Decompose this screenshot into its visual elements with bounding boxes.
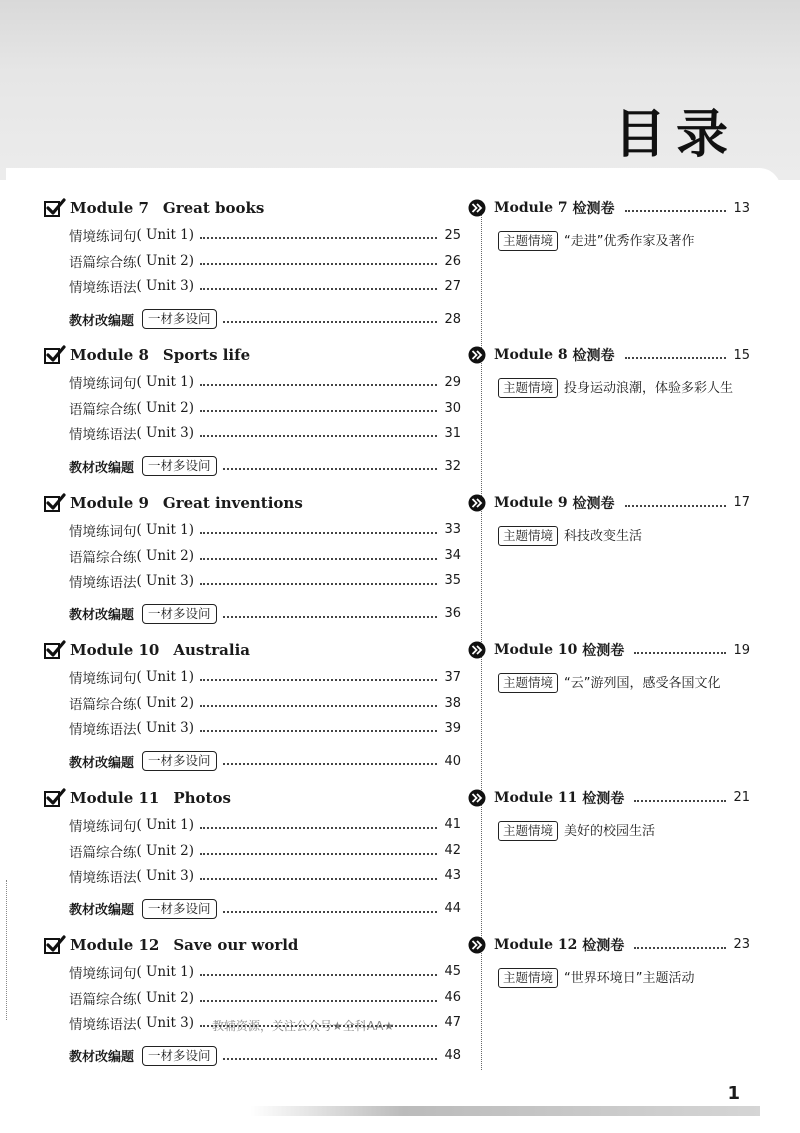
module-section [44,194,464,341]
dot-leader [200,237,437,239]
entry-page-number: 36 [444,606,461,622]
test-suffix: 检测卷 [572,495,615,512]
module-title: Australia [173,641,250,660]
module-heading[interactable] [44,639,250,661]
test-suffix: 检测卷 [572,348,615,365]
dot-leader [223,1058,437,1060]
toc-entry-adapt[interactable] [69,898,461,920]
entry-label: 情境练语法 [69,869,137,886]
entry-label: 教材改编题 [69,1050,135,1066]
theme-line [498,966,756,992]
test-module-name: Module 11 [494,789,578,806]
dot-leader [200,705,437,707]
toc-entry[interactable] [69,987,461,1009]
dot-leader [200,558,437,560]
module-number: Module 12 [70,935,160,954]
test-page-number: 21 [733,790,750,806]
checkbox-checked-icon [44,493,66,513]
test-heading[interactable] [468,344,750,366]
entry-label: 情境练词句 [69,229,137,245]
watermark-text: 教辅资源，关注公众号★全科AA★ [212,1019,395,1033]
double-arrow-icon [468,346,486,364]
adapt-tag: 一材多设问 [142,899,217,919]
entry-page-number: 41 [444,817,461,833]
entry-page-number: 42 [444,843,461,859]
dot-leader [200,384,437,386]
test-section [468,194,758,341]
dot-leader [200,853,437,855]
dot-leader [200,263,437,265]
module-number: Module 11 [70,788,160,807]
theme-tag: 主题情境 [498,821,558,841]
entry-unit: ( Unit 3) [136,867,195,884]
test-page-number: 13 [733,200,750,216]
dot-leader [223,763,437,765]
test-section [468,931,758,1078]
entry-unit: ( Unit 3) [136,278,195,294]
toc-entry[interactable] [69,545,461,567]
entry-page-number: 26 [444,253,461,269]
toc-entry[interactable] [69,961,461,983]
entry-label: 语篇综合练 [69,697,137,714]
entry-label: 教材改编题 [69,460,135,476]
toc-entry[interactable] [69,224,461,246]
entry-unit: ( Unit 2) [136,547,195,564]
entry-unit: ( Unit 3) [136,425,195,442]
entry-label: 教材改编题 [69,755,135,771]
entry-page-number: 31 [444,425,461,441]
double-arrow-icon [468,494,486,512]
double-arrow-icon [468,641,486,659]
theme-text: 投身运动浪潮，体验多彩人生 [564,381,734,397]
checkbox-checked-icon [44,640,66,660]
entry-label: 教材改编题 [69,903,135,919]
module-heading[interactable] [44,344,250,366]
toc-entry[interactable] [69,275,461,297]
theme-tag: 主题情境 [498,673,558,693]
theme-line [498,376,756,402]
entry-page-number: 48 [444,1048,461,1064]
entry-label: 语篇综合练 [69,991,137,1008]
module-section [44,489,464,636]
entry-label: 情境练词句 [69,671,137,688]
binding-edge-dots [6,880,7,1020]
page-number: 1 [727,1083,740,1104]
module-number: Module 10 [70,641,160,660]
test-suffix: 检测卷 [572,201,615,217]
test-page-number: 17 [733,495,750,511]
toc-entry-adapt[interactable] [69,308,461,330]
entry-unit: ( Unit 2) [136,253,195,269]
test-heading[interactable] [468,639,750,661]
entry-page-number: 35 [444,573,461,589]
entry-label: 语篇综合练 [69,402,137,419]
entry-unit: ( Unit 2) [136,695,195,712]
module-list [44,194,464,1078]
test-module-name: Module 9 [494,494,568,511]
entry-unit: ( Unit 2) [136,989,195,1006]
entry-unit: ( Unit 1) [136,669,195,686]
module-title: Save our world [173,935,299,954]
toc-entry[interactable] [69,422,461,444]
entry-label: 语篇综合练 [69,844,137,861]
checkbox-checked-icon [44,345,66,365]
dot-leader [200,583,437,585]
entry-label: 情境练语法 [69,722,137,739]
entry-page-number: 32 [444,458,461,474]
theme-text: “云”游列国，感受各国文化 [564,676,721,692]
entry-page-number: 39 [444,720,461,736]
dot-leader [625,210,726,212]
test-heading[interactable] [468,492,750,514]
entry-unit: ( Unit 1) [136,521,195,538]
entry-label: 情境练语法 [69,574,137,591]
theme-line [498,819,756,845]
module-heading[interactable] [44,787,231,809]
test-page-number: 19 [733,642,750,658]
dot-leader [200,288,437,290]
test-page-number: 15 [733,347,750,363]
dot-leader [200,878,437,880]
entry-unit: ( Unit 1) [136,963,195,980]
toc-entry[interactable] [69,519,461,541]
toc-entry-adapt[interactable] [69,455,461,477]
entry-page-number: 40 [444,753,461,769]
module-number: Module 7 [70,199,149,217]
theme-tag: 主题情境 [498,968,558,988]
entry-page-number: 47 [444,1015,461,1031]
dot-leader [200,679,437,681]
page-title: 目录 [613,105,738,165]
module-title: Sports life [162,346,251,365]
dot-leader [634,800,726,802]
test-section [468,341,758,488]
entry-page-number: 25 [444,227,461,243]
dot-leader [625,505,726,507]
entry-page-number: 38 [444,695,461,711]
entry-label: 情境练语法 [69,427,137,444]
entry-page-number: 45 [444,964,461,980]
entry-page-number: 30 [444,400,461,416]
entry-page-number: 27 [444,278,461,294]
entry-label: 情境练语法 [69,1016,137,1033]
adapt-tag: 一材多设问 [142,751,217,771]
module-number: Module 8 [70,346,149,365]
test-module-name: Module 12 [494,936,578,953]
test-heading[interactable] [468,787,750,809]
test-suffix: 检测卷 [582,643,625,660]
entry-label: 情境练语法 [69,280,137,296]
entry-label: 情境练词句 [69,965,137,982]
entry-page-number: 44 [444,901,461,917]
test-suffix: 检测卷 [582,790,625,807]
theme-tag: 主题情境 [498,378,558,398]
entry-page-number: 37 [444,669,461,685]
entry-label: 情境练词句 [69,376,137,393]
test-heading[interactable] [468,934,750,956]
dot-leader [200,532,437,534]
adapt-tag: 一材多设问 [142,309,217,329]
test-heading[interactable] [468,197,750,219]
toc-entry-adapt[interactable] [69,1045,461,1067]
theme-text: “世界环境日”主题活动 [564,970,695,986]
dot-leader [223,321,437,323]
theme-text: 美好的校园生活 [564,823,656,839]
dot-leader [200,974,437,976]
theme-line [498,524,756,550]
module-section [44,784,464,931]
checkbox-checked-icon [44,788,66,808]
toc-entry-adapt[interactable] [69,750,461,772]
test-section [468,636,758,783]
entry-page-number: 46 [444,990,461,1006]
toc-entry[interactable] [69,250,461,272]
entry-label: 情境练词句 [69,818,137,835]
test-section [468,784,758,931]
theme-tag: 主题情境 [498,526,558,546]
module-heading[interactable] [44,934,298,956]
adapt-tag: 一材多设问 [142,456,217,476]
test-list [468,194,758,1078]
entry-unit: ( Unit 1) [136,816,195,833]
module-section [44,636,464,783]
double-arrow-icon [468,199,486,217]
module-title: Photos [173,788,231,807]
dot-leader [200,730,437,732]
entry-unit: ( Unit 2) [136,842,195,859]
module-section [44,931,464,1078]
dot-leader [625,357,726,359]
entry-unit: ( Unit 3) [136,1014,195,1031]
double-arrow-icon [468,789,486,807]
entry-label: 教材改编题 [69,608,135,624]
adapt-tag: 一材多设问 [142,1046,217,1066]
checkbox-checked-icon [44,198,66,218]
entry-page-number: 43 [444,868,461,884]
test-page-number: 23 [733,937,750,953]
dot-leader [223,911,437,913]
theme-tag: 主题情境 [498,231,558,251]
entry-unit: ( Unit 3) [136,720,195,737]
toc-entry[interactable] [69,814,461,836]
module-heading[interactable] [44,492,303,514]
module-number: Module 9 [70,493,149,512]
module-title: Great books [162,199,265,217]
double-arrow-icon [468,936,486,954]
module-heading[interactable] [44,197,264,219]
toc-entry[interactable] [69,371,461,393]
bottom-band [250,1106,760,1116]
dot-leader [200,827,437,829]
dot-leader [200,435,437,437]
theme-line [498,229,756,255]
toc-entry[interactable] [69,666,461,688]
entry-unit: ( Unit 1) [136,227,195,243]
dot-leader [634,652,726,654]
dot-leader [223,616,437,618]
theme-text: “走进”优秀作家及著作 [564,234,695,249]
toc-entry[interactable] [69,570,461,592]
entry-label: 语篇综合练 [69,255,137,271]
toc-entry-adapt[interactable] [69,603,461,625]
module-title: Great inventions [162,493,303,512]
dot-leader [200,1000,437,1002]
entry-page-number: 34 [444,548,461,564]
theme-line [498,671,756,697]
adapt-tag: 一材多设问 [142,604,217,624]
entry-label: 语篇综合练 [69,549,137,566]
entry-page-number: 28 [444,311,461,327]
entry-unit: ( Unit 2) [136,400,195,417]
entry-unit: ( Unit 1) [136,374,195,391]
test-module-name: Module 10 [494,642,578,659]
toc-entry[interactable] [69,865,461,887]
dot-leader [634,947,726,949]
test-module-name: Module 7 [494,200,568,216]
dot-leader [223,468,437,470]
test-section [468,489,758,636]
toc-entry[interactable] [69,840,461,862]
dot-leader [200,410,437,412]
entry-page-number: 33 [444,522,461,538]
theme-text: 科技改变生活 [564,528,643,544]
entry-label: 情境练词句 [69,523,137,540]
test-suffix: 检测卷 [582,937,625,954]
toc-entry[interactable] [69,717,461,739]
entry-unit: ( Unit 3) [136,572,195,589]
entry-page-number: 29 [444,374,461,390]
module-section [44,341,464,488]
entry-label: 教材改编题 [69,313,135,329]
toc-entry[interactable] [69,397,461,419]
test-module-name: Module 8 [494,347,568,364]
checkbox-checked-icon [44,935,66,955]
toc-entry[interactable] [69,692,461,714]
